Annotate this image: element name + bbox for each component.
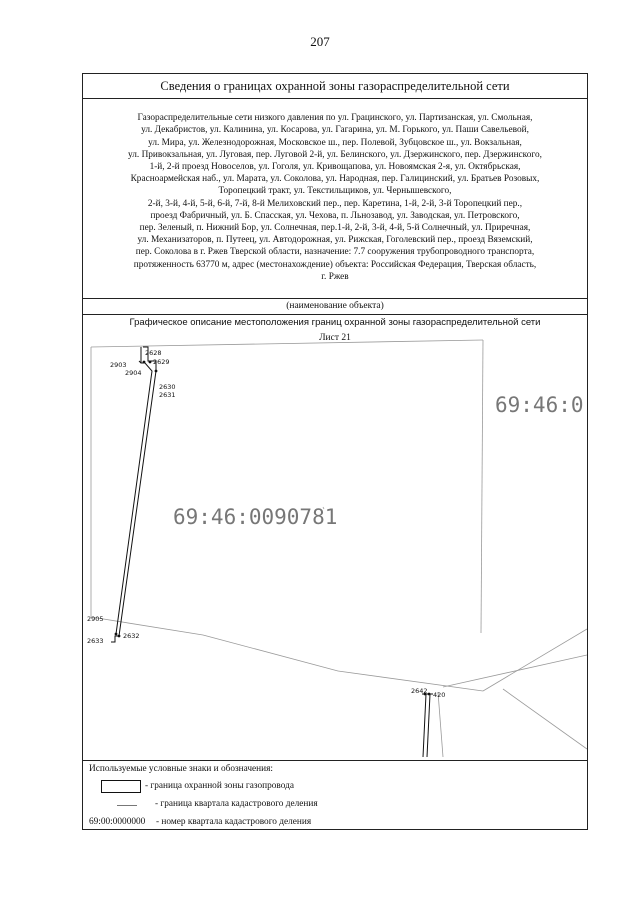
boundary-point xyxy=(428,693,431,696)
legend-quarter-symbol xyxy=(117,805,137,806)
object-description xyxy=(83,99,587,299)
point-label-2631: 2631 xyxy=(159,391,176,399)
boundary-point xyxy=(143,361,146,364)
legend xyxy=(83,760,587,831)
legend-zone-text: - граница охранной зоны газопровода xyxy=(145,781,294,791)
zone-edge-line xyxy=(427,694,430,757)
boundary-point xyxy=(115,633,118,636)
quarter-boundary-line xyxy=(91,617,203,635)
point-label-2629: 2629 xyxy=(153,358,170,366)
protection-zone-boundary-2 xyxy=(422,694,433,757)
quarter-boundary-line xyxy=(481,340,483,633)
cadastral-number-main: 69:46:0090781 xyxy=(173,505,338,529)
object-description-line: Газораспределительные сети низкого давления по ул. Грацинского, ул. Партизанская, ул. Смольная, xyxy=(137,113,533,124)
quarter-boundary-line xyxy=(438,692,443,757)
page-number: 207 xyxy=(310,34,330,49)
object-name-label: (наименование объекта) xyxy=(83,299,587,315)
boundary-point xyxy=(118,635,121,638)
quarter-boundary-line xyxy=(503,689,587,749)
legend-quarter-text: - граница квартала кадастрового деления xyxy=(155,799,318,809)
graphic-description-title: Графическое описание местоположения границ охранной зоны газораспределительной сети xyxy=(129,317,541,328)
zone-edge-line xyxy=(423,694,426,757)
object-description-line: г. Ржев xyxy=(321,271,349,282)
object-description-line: ул. Декабристов, ул. Калинина, ул. Косарова, ул. Гагарина, ул. М. Горького, ул. Паши Савельевой, xyxy=(141,125,529,136)
object-description-line: Красноармейская наб., ул. Марата, ул. Соколова, ул. Народная, пер. Галицинский, ул. Братьев Розовых, xyxy=(130,174,540,185)
legend-code-sample: 69:00:0000000 xyxy=(89,817,146,827)
sheet-label: Лист 21 xyxy=(319,333,351,343)
object-description-line: проезд Фабричный, ул. Б. Спасская, ул. Чехова, п. Льнозавод, ул. Заводская, ул. Петровского, xyxy=(150,210,520,221)
object-description-line: Торопецкий тракт, ул. Текстильщиков, ул. Чернышевского, xyxy=(218,186,452,197)
quarter-boundary-line xyxy=(91,340,483,347)
point-label-2905: 2905 xyxy=(87,615,104,623)
point-label-2633: 2633 xyxy=(87,637,104,645)
boundary-point xyxy=(149,361,152,364)
object-description-line: пер. Соколова в г. Ржев Тверской области, назначение: 7.7 сооружения трубопроводного транспорта, xyxy=(135,247,535,258)
section-title: Сведения о границах охранной зоны газораспределительной сети xyxy=(83,74,587,99)
quarter-boundary-line xyxy=(203,635,338,671)
legend-title: Используемые условные знаки и обозначения: xyxy=(89,764,273,774)
object-description-line: протяженность 63770 м, адрес (местонахождение) объекта: Российская Федерация, Тверская область, xyxy=(133,259,537,270)
object-description-line: ул. Механизаторов, п. Путеец, ул. Автодорожная, ул. Рижская, Гоголевский пер., проезд Вяземский, xyxy=(137,235,533,246)
object-description-line: 1-й, 2-й проезд Новоселов, ул. Гоголя, ул. Кривощапова, ул. Новоямская 2-я, ул. Октябрьская, xyxy=(149,162,521,173)
object-description-line: пер. Зеленый, п. Нижний Бор, ул. Солнечная, пер.1-й, 2-й, 3-й, 4-й, 5-й Солнечный, ул. Приречная, xyxy=(139,223,531,234)
legend-zone-symbol xyxy=(101,780,141,793)
cadastral-number-right: 69:46:0 xyxy=(495,393,584,417)
cadastral-map xyxy=(83,337,587,759)
quarter-boundary-line xyxy=(483,629,587,691)
point-label-2630: 2630 xyxy=(159,383,176,391)
object-description-line: 2-й, 3-й, 4-й, 5-й, 6-й, 7-й, 8-й Мелиховский пер., пер. Каретина, 1-й, 2-й, 3-й Торопецкий пер., xyxy=(147,198,523,209)
zone-edge-line xyxy=(116,347,152,634)
object-description-line: ул. Мира, ул. Железнодорожная, Московское ш., пер. Полевой, Зубцовское ш., ул. Вокзальная, xyxy=(148,137,522,148)
quarter-boundary-line xyxy=(443,655,587,687)
legend-code-text: - номер квартала кадастрового деления xyxy=(156,817,312,827)
point-label-2632: 2632 xyxy=(123,632,140,640)
point-label-2903: 2903 xyxy=(110,361,127,369)
protection-zone-boundary xyxy=(111,347,156,642)
boundary-point xyxy=(155,370,158,373)
object-description-line: ул. Привокзальная, ул. Луговая, пер. Луговой 2-й, ул. Белинского, ул. Дзержинского, пер. Дзержинского, xyxy=(128,149,542,160)
point-label-420: 420 xyxy=(433,691,446,699)
point-label-2904: 2904 xyxy=(125,369,142,377)
point-label-2628: 2628 xyxy=(145,349,162,357)
point-label-2642: 2642 xyxy=(411,687,428,695)
document-frame xyxy=(82,73,588,830)
